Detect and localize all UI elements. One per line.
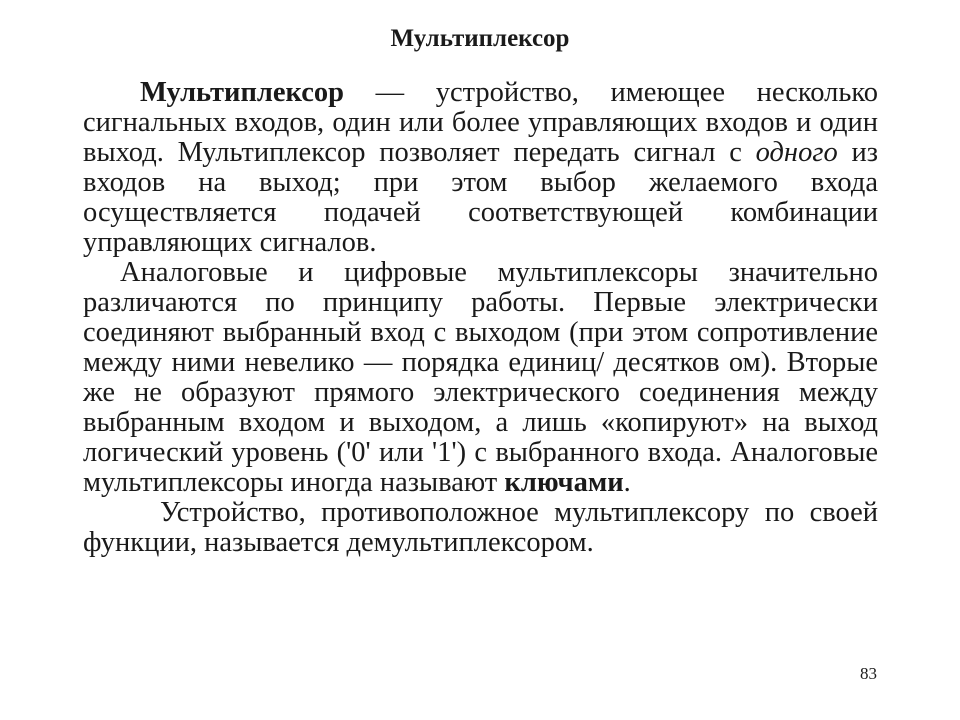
paragraph-definition xyxy=(83,78,878,258)
paragraph-demultiplexer: Устройство, противоположное мультиплексору по своей функции, называется демультиплексором. xyxy=(83,497,878,558)
page-number: 83 xyxy=(860,664,877,683)
slide-title: Мультиплексор xyxy=(390,25,570,52)
definition-text-b: из входов на выход; при этом выбор желаемого входа осуществляется подачей соответствующей комбинации управляющих сигналов. xyxy=(83,137,878,258)
analog-digital-text-a: Аналоговые и цифровые мультиплексоры значительно различаются по принципу работы. Первые электрически соединяют выбранный вход с выходом (при этом сопротивление между ними невелико — порядка единиц/ десятков ом). Вторые же не образуют прямого электрического соединения между выбранным входом и выходом, а лишь «копируют» на выход логический уровень ('0' или '1') с выбранного входа. Аналоговые мультиплексоры иногда называют xyxy=(83,257,878,498)
paragraph-analog-digital xyxy=(83,258,878,498)
emphasis-one: одного xyxy=(755,137,838,168)
term-switches: ключами xyxy=(504,467,624,498)
analog-digital-text-b: . xyxy=(623,467,631,498)
term-multiplexer: Мультиплексор xyxy=(140,77,344,108)
definition-text-a: — устройство, имеющее несколько сигнальных входов, один или более управляющих входов и один выход. Мультиплексор позволяет передать сигнал с xyxy=(83,77,878,168)
slide-body xyxy=(83,78,878,558)
